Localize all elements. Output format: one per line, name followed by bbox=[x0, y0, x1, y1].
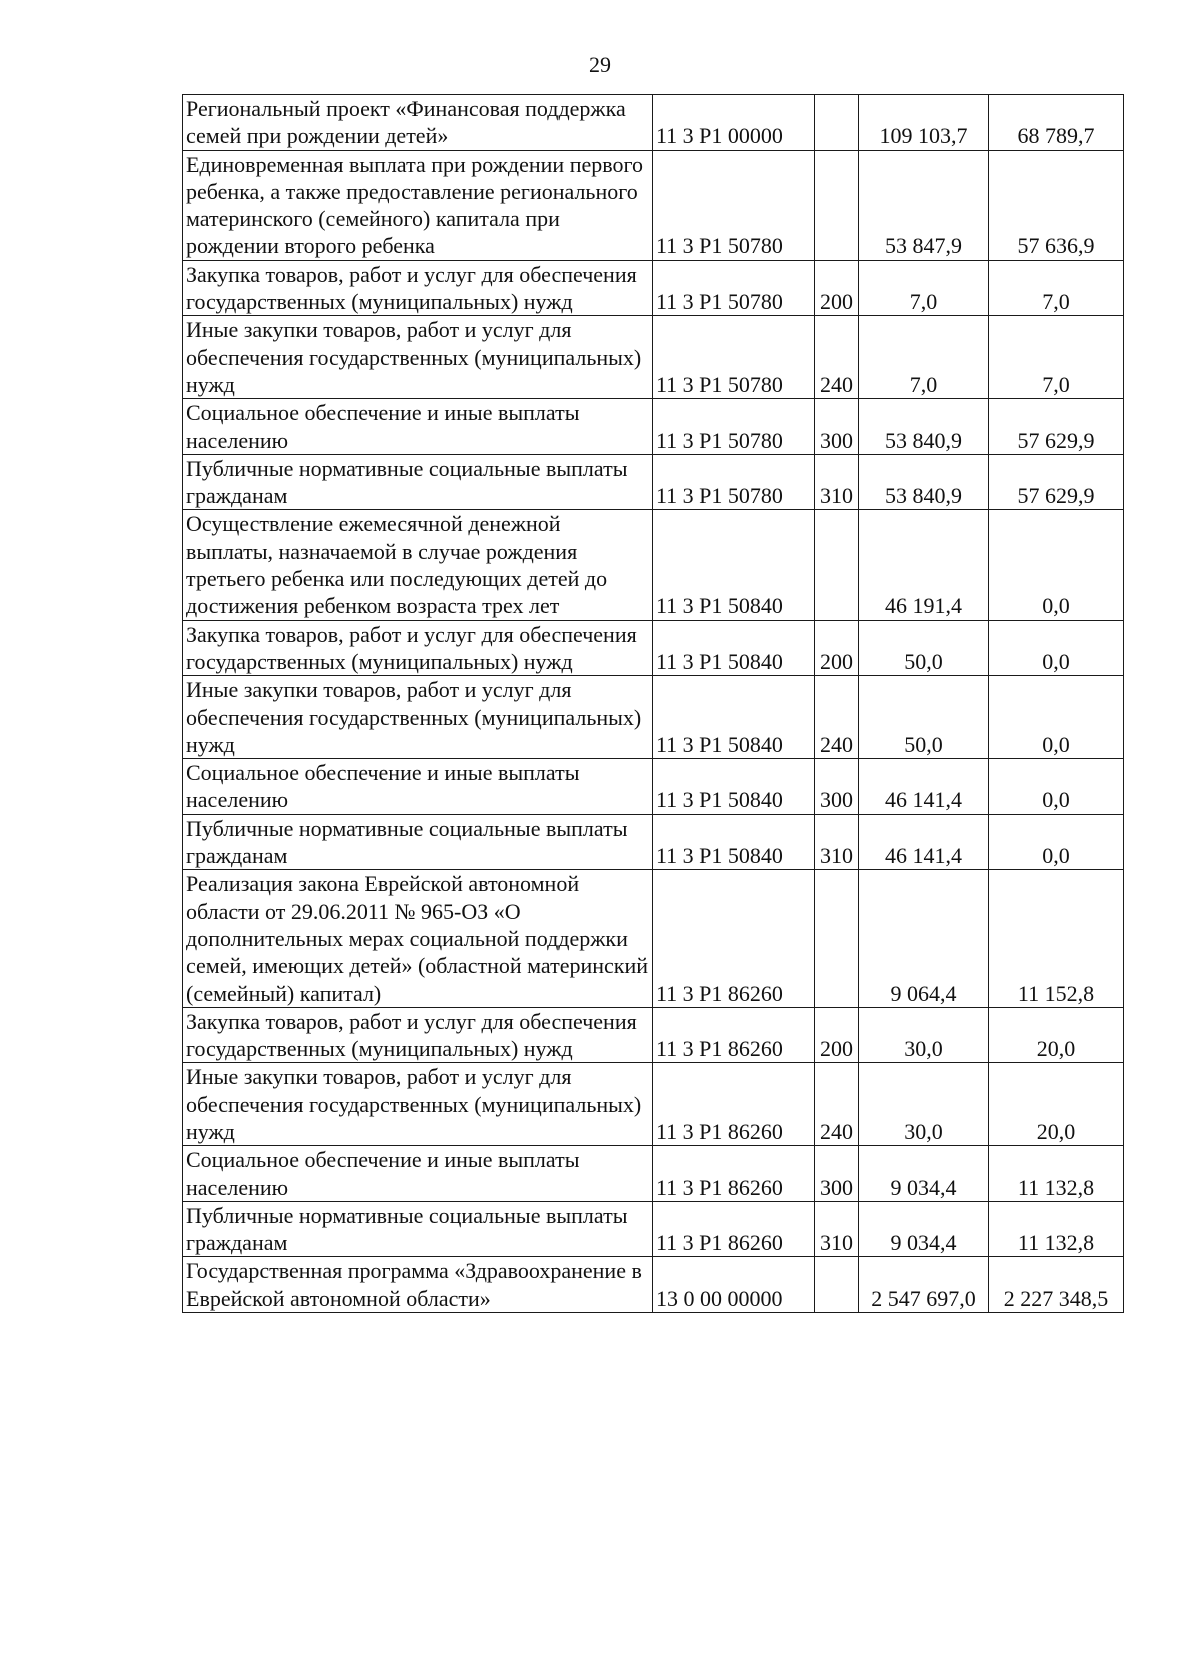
table-row bbox=[183, 95, 1124, 151]
row-code: 11 3 P1 50840 bbox=[653, 510, 815, 620]
row-value-1: 46 191,4 bbox=[859, 510, 989, 620]
row-type bbox=[815, 95, 859, 151]
row-value-2: 68 789,7 bbox=[989, 95, 1124, 151]
table-row bbox=[183, 870, 1124, 1007]
row-name: Иные закупки товаров, работ и услуг для обеспечения государственных (муниципальных) нужд bbox=[183, 1063, 653, 1146]
row-value-2: 20,0 bbox=[989, 1007, 1124, 1063]
table-row bbox=[183, 1201, 1124, 1257]
row-type: 200 bbox=[815, 620, 859, 676]
row-type: 240 bbox=[815, 676, 859, 759]
table-row bbox=[183, 399, 1124, 455]
row-code: 11 3 P1 86260 bbox=[653, 1063, 815, 1146]
row-type: 200 bbox=[815, 1007, 859, 1063]
page-number: 29 bbox=[589, 52, 611, 77]
row-code: 11 3 P1 50780 bbox=[653, 454, 815, 510]
row-value-2: 20,0 bbox=[989, 1063, 1124, 1146]
row-name: Осуществление ежемесячной денежной выплаты, назначаемой в случае рождения третьего ребенка или последующих детей до достижения ребенком возраста трех лет bbox=[183, 510, 653, 620]
table-row bbox=[183, 1257, 1124, 1313]
table-row bbox=[183, 150, 1124, 260]
table-row bbox=[183, 1007, 1124, 1063]
row-code: 11 3 P1 50780 bbox=[653, 316, 815, 399]
row-value-1: 7,0 bbox=[859, 260, 989, 316]
row-code: 11 3 P1 50840 bbox=[653, 814, 815, 870]
table-row bbox=[183, 1146, 1124, 1202]
row-name: Реализация закона Еврейской автономной области от 29.06.2011 № 965-ОЗ «О дополнительных мерах социальной поддержки семей, имеющих детей» (областной материнский (семейный) капитал) bbox=[183, 870, 653, 1007]
row-value-2: 11 132,8 bbox=[989, 1146, 1124, 1202]
row-value-1: 30,0 bbox=[859, 1063, 989, 1146]
row-code: 11 3 P1 86260 bbox=[653, 1146, 815, 1202]
row-value-1: 9 034,4 bbox=[859, 1201, 989, 1257]
row-type bbox=[815, 870, 859, 1007]
row-value-1: 46 141,4 bbox=[859, 814, 989, 870]
row-value-2: 0,0 bbox=[989, 510, 1124, 620]
row-value-1: 50,0 bbox=[859, 676, 989, 759]
row-name: Социальное обеспечение и иные выплаты населению bbox=[183, 1146, 653, 1202]
row-type: 300 bbox=[815, 759, 859, 815]
row-value-2: 7,0 bbox=[989, 260, 1124, 316]
table-row bbox=[183, 316, 1124, 399]
row-value-1: 7,0 bbox=[859, 316, 989, 399]
row-value-2: 7,0 bbox=[989, 316, 1124, 399]
row-name: Закупка товаров, работ и услуг для обеспечения государственных (муниципальных) нужд bbox=[183, 1007, 653, 1063]
row-code: 11 3 P1 86260 bbox=[653, 1201, 815, 1257]
row-type: 310 bbox=[815, 814, 859, 870]
row-type: 300 bbox=[815, 399, 859, 455]
table-row bbox=[183, 759, 1124, 815]
row-name: Публичные нормативные социальные выплаты гражданам bbox=[183, 454, 653, 510]
row-name: Единовременная выплата при рождении первого ребенка, а также предоставление регионального материнского (семейного) капитала при рождении второго ребенка bbox=[183, 150, 653, 260]
table-row bbox=[183, 676, 1124, 759]
table-row bbox=[183, 1063, 1124, 1146]
row-type bbox=[815, 150, 859, 260]
row-code: 11 3 P1 50840 bbox=[653, 676, 815, 759]
row-value-2: 57 636,9 bbox=[989, 150, 1124, 260]
row-name: Иные закупки товаров, работ и услуг для обеспечения государственных (муниципальных) нужд bbox=[183, 316, 653, 399]
row-code: 11 3 P1 00000 bbox=[653, 95, 815, 151]
row-code: 11 3 P1 50780 bbox=[653, 399, 815, 455]
row-value-1: 50,0 bbox=[859, 620, 989, 676]
table-row bbox=[183, 620, 1124, 676]
row-value-1: 46 141,4 bbox=[859, 759, 989, 815]
row-name: Региональный проект «Финансовая поддержка семей при рождении детей» bbox=[183, 95, 653, 151]
row-code: 11 3 P1 50780 bbox=[653, 150, 815, 260]
row-value-2: 0,0 bbox=[989, 676, 1124, 759]
row-type: 240 bbox=[815, 1063, 859, 1146]
row-type bbox=[815, 510, 859, 620]
row-type: 300 bbox=[815, 1146, 859, 1202]
row-value-1: 53 840,9 bbox=[859, 454, 989, 510]
row-type: 310 bbox=[815, 1201, 859, 1257]
row-value-1: 109 103,7 bbox=[859, 95, 989, 151]
row-name: Государственная программа «Здравоохранение в Еврейской автономной области» bbox=[183, 1257, 653, 1313]
row-name: Социальное обеспечение и иные выплаты населению bbox=[183, 759, 653, 815]
row-value-1: 53 847,9 bbox=[859, 150, 989, 260]
table-row bbox=[183, 814, 1124, 870]
row-value-1: 2 547 697,0 bbox=[859, 1257, 989, 1313]
row-code: 11 3 P1 50780 bbox=[653, 260, 815, 316]
table-row bbox=[183, 454, 1124, 510]
row-name: Закупка товаров, работ и услуг для обеспечения государственных (муниципальных) нужд bbox=[183, 620, 653, 676]
row-value-2: 2 227 348,5 bbox=[989, 1257, 1124, 1313]
row-name: Публичные нормативные социальные выплаты гражданам bbox=[183, 1201, 653, 1257]
table-row bbox=[183, 260, 1124, 316]
row-value-2: 0,0 bbox=[989, 759, 1124, 815]
row-value-1: 9 034,4 bbox=[859, 1146, 989, 1202]
row-value-2: 11 152,8 bbox=[989, 870, 1124, 1007]
row-value-1: 53 840,9 bbox=[859, 399, 989, 455]
row-code: 11 3 P1 50840 bbox=[653, 620, 815, 676]
row-type: 310 bbox=[815, 454, 859, 510]
row-type: 240 bbox=[815, 316, 859, 399]
row-value-1: 9 064,4 bbox=[859, 870, 989, 1007]
row-name: Публичные нормативные социальные выплаты гражданам bbox=[183, 814, 653, 870]
row-value-2: 57 629,9 bbox=[989, 454, 1124, 510]
row-code: 11 3 P1 86260 bbox=[653, 1007, 815, 1063]
row-name: Социальное обеспечение и иные выплаты населению bbox=[183, 399, 653, 455]
row-type: 200 bbox=[815, 260, 859, 316]
row-name: Иные закупки товаров, работ и услуг для обеспечения государственных (муниципальных) нужд bbox=[183, 676, 653, 759]
budget-table bbox=[182, 94, 1124, 1313]
row-code: 11 3 P1 86260 bbox=[653, 870, 815, 1007]
row-type bbox=[815, 1257, 859, 1313]
row-code: 11 3 P1 50840 bbox=[653, 759, 815, 815]
row-name: Закупка товаров, работ и услуг для обеспечения государственных (муниципальных) нужд bbox=[183, 260, 653, 316]
row-code: 13 0 00 00000 bbox=[653, 1257, 815, 1313]
row-value-2: 0,0 bbox=[989, 620, 1124, 676]
row-value-2: 0,0 bbox=[989, 814, 1124, 870]
row-value-1: 30,0 bbox=[859, 1007, 989, 1063]
row-value-2: 11 132,8 bbox=[989, 1201, 1124, 1257]
row-value-2: 57 629,9 bbox=[989, 399, 1124, 455]
table-row bbox=[183, 510, 1124, 620]
